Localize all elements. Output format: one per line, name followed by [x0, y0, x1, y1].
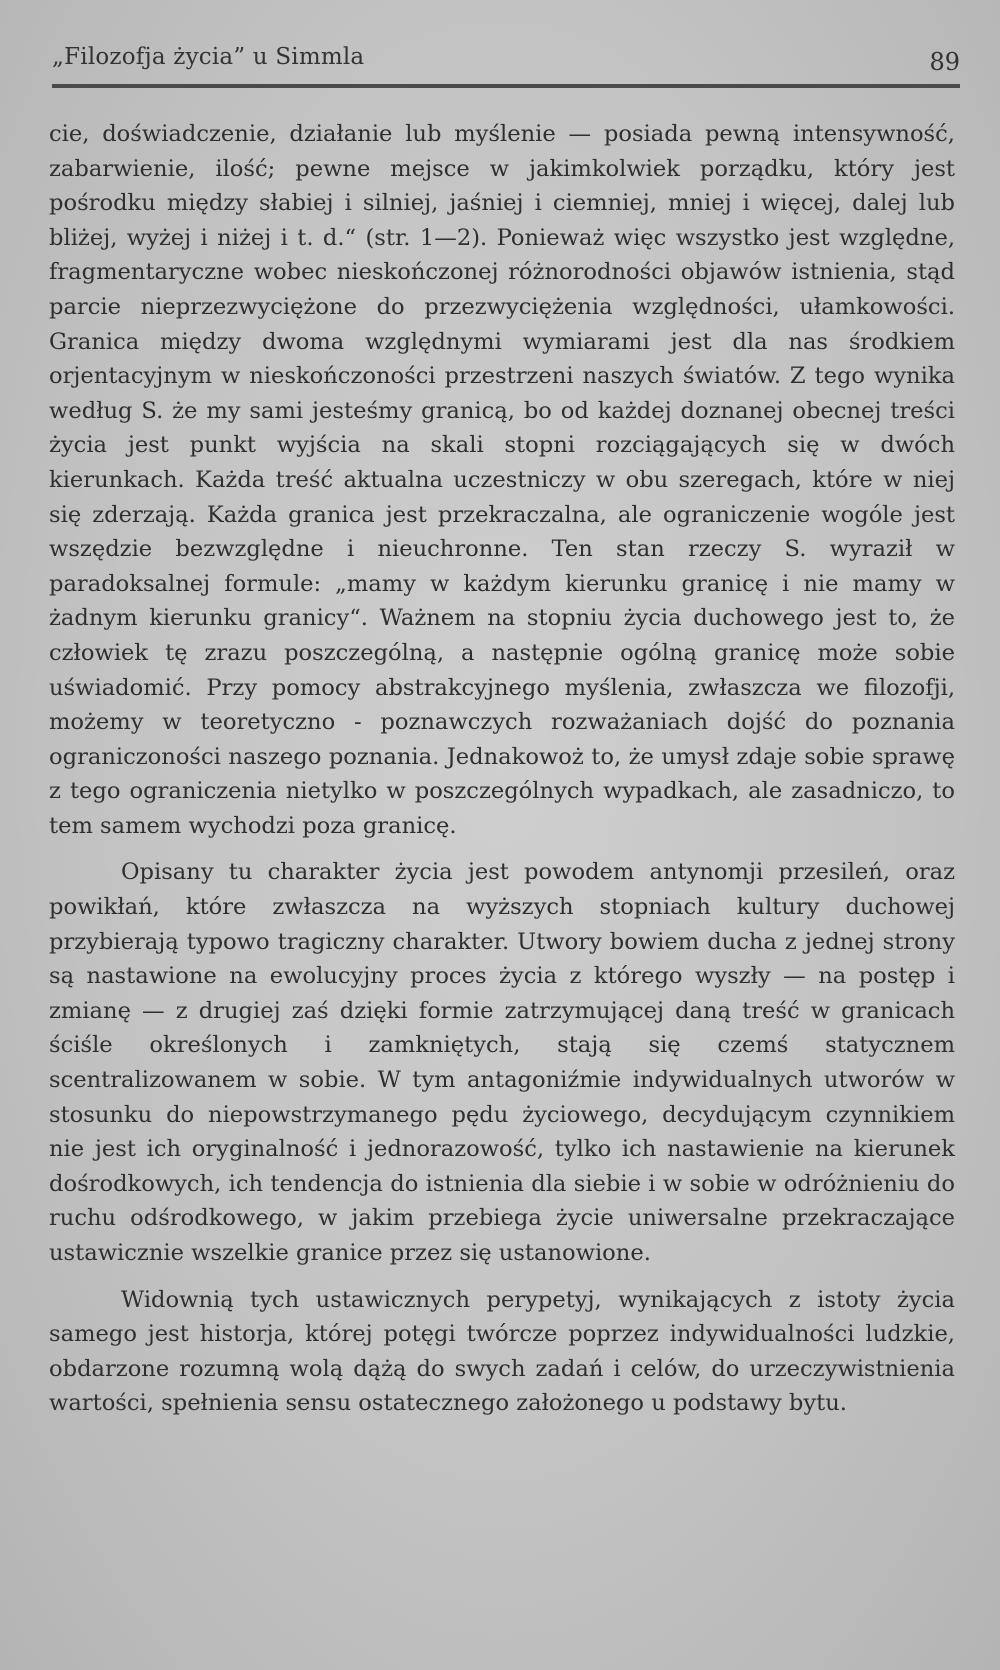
body-text — [49, 117, 955, 1421]
page-number: 89 — [929, 48, 960, 76]
page-header — [52, 44, 960, 88]
paragraph-antinomies: Opisany tu charakter życia jest powodem antynomji przesileń, oraz powikłań, które zwłaszcza na wyższych stopniach kultury duchowej przybierają typowo tragiczny charakter. Utwory bowiem ducha z jednej strony są nastawione na ewolucyjny proces życia z którego wyszły — na postęp i zmianę — z drugiej zaś dzięki formie zatrzymującej daną treść w granicach ściśle określonych i zamkniętych, stają się czemś statycznem scentralizowanem w sobie. W tym antagoniźmie indywidualnych utworów w stosunku do niepowstrzymanego pędu życiowego, decydującym czynnikiem nie jest ich oryginalność i jednorazowość, tylko ich nastawienie na kierunek dośrodkowych, ich tendencja do istnienia dla siebie i w sobie w odróżnieniu do ruchu odśrodkowego, w jakim przebiega życie uniwersalne przekraczające ustawicznie wszelkie granice przez się ustanowione. — [49, 859, 955, 1266]
header-rule — [52, 84, 960, 88]
paragraph-continuation: cie, doświadczenie, działanie lub myślenie — posiada pewną intensywność, zabarwienie, ilość; pewne mejsce w jakimkolwiek porządku, który jest pośrodku między słabiej i silniej, jaśniej i ciemniej, mniej i więcej, dalej lub bliżej, wyżej i niżej i t. d.“ (str. 1—2). Ponieważ więc wszystko jest względne, fragmentaryczne wobec nieskończonej różnorodności objawów istnienia, stąd parcie nieprzezwyciężone do przezwyciężenia względności, ułamkowości. Granica między dwoma względnymi wymiarami jest dla nas środkiem orjentacyjnym w nieskończoności przestrzeni naszych światów. Z tego wynika według S. że my sami jesteśmy granicą, bo od każdej doznanej obecnej treści życia jest punkt wyjścia na skali stopni rozciągających się w dwóch kierunkach. Każda treść aktualna uczestniczy w obu szeregach, które w niej się zderzają. Każda granica jest przekraczalna, ale ograniczenie wogóle jest wszędzie bezwzględne i nieuchronne. Ten stan rzeczy S. wyraził w paradoksalnej formule: „mamy w każdym kierunku granicę i nie mamy w żadnym kierunku granicy“. Ważnem na stopniu życia duchowego jest to, że człowiek tę zrazu poszczególną, a następnie ogólną granicę może sobie uświadomić. Przy pomocy abstrakcyjnego myślenia, zwłaszcza we filozofji, możemy w teoretyczno - poznawczych rozważaniach dojść do poznania ograniczoności naszego poznania. Jednakowoż to, że umysł zdaje sobie sprawę z tego ograniczenia nietylko w poszczególnych wypadkach, ale zasadniczo, to tem samem wychodzi poza granicę. — [49, 121, 955, 839]
running-title: „Filozofja życia” u Simmla — [52, 44, 365, 70]
paragraph-history: Widownią tych ustawicznych perypetyj, wynikających z istoty życia samego jest historja, której potęgi twórcze poprzez indywidualności ludzkie, obdarzone rozumną wolą dążą do swych zadań i celów, do urzeczywistnienia wartości, spełnienia sensu ostatecznego założonego u podstawy bytu. — [49, 1286, 955, 1417]
